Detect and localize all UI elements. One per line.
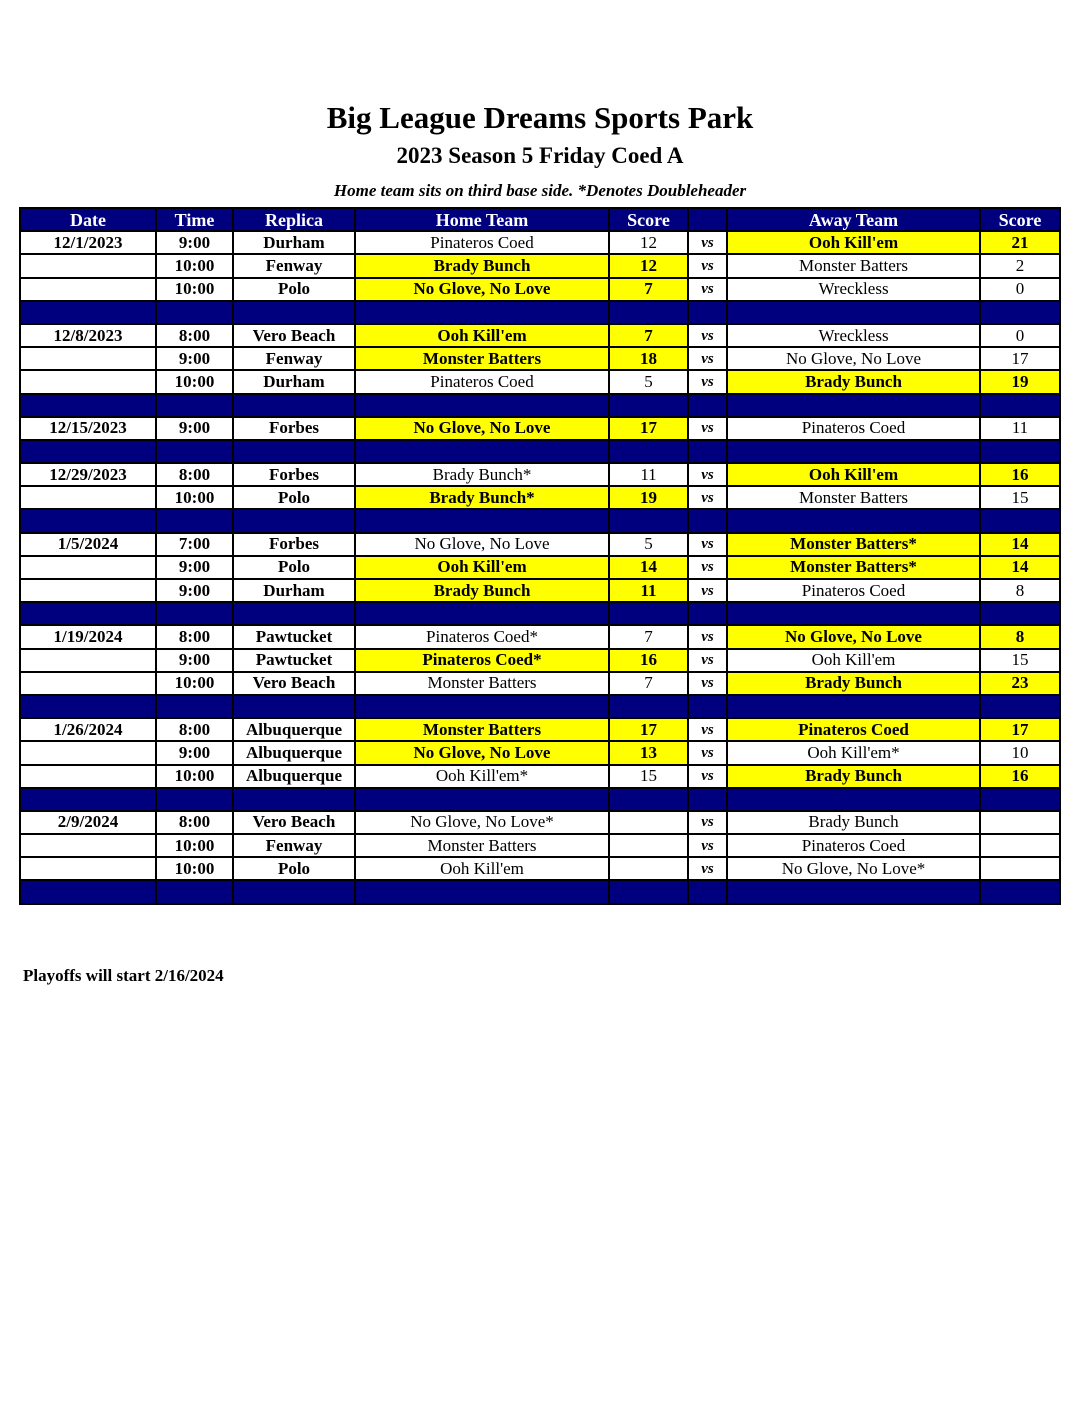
away-team-cell: Ooh Kill'em [727, 231, 980, 254]
col-time: Time [156, 208, 233, 231]
separator-row [20, 394, 1060, 417]
separator-cell [233, 695, 355, 718]
away-team-cell: Monster Batters* [727, 556, 980, 579]
home-team-cell: Pinateros Coed* [355, 625, 609, 648]
away-team-cell: Pinateros Coed [727, 417, 980, 440]
time-cell: 9:00 [156, 347, 233, 370]
home-score-cell: 15 [609, 765, 688, 788]
replica-cell: Polo [233, 486, 355, 509]
away-team-cell: Pinateros Coed [727, 718, 980, 741]
date-cell [20, 347, 156, 370]
game-row [20, 649, 1060, 672]
time-cell: 10:00 [156, 254, 233, 277]
vs-cell: vs [688, 556, 727, 579]
away-team-cell: No Glove, No Love* [727, 857, 980, 880]
away-team-cell: Monster Batters* [727, 533, 980, 556]
away-team-cell: Brady Bunch [727, 765, 980, 788]
away-score-cell [980, 834, 1060, 857]
date-cell [20, 649, 156, 672]
separator-cell [355, 788, 609, 811]
away-team-cell: Wreckless [727, 278, 980, 301]
time-cell: 9:00 [156, 649, 233, 672]
page-subtitle: 2023 Season 5 Friday Coed A [396, 143, 684, 168]
separator-row [20, 880, 1060, 903]
separator-cell [688, 602, 727, 625]
schedule-table [19, 207, 1061, 905]
col-away-score: Score [980, 208, 1060, 231]
separator-cell [20, 602, 156, 625]
separator-cell [156, 509, 233, 532]
game-row [20, 556, 1060, 579]
vs-cell: vs [688, 649, 727, 672]
separator-cell [20, 394, 156, 417]
time-cell: 10:00 [156, 672, 233, 695]
separator-cell [727, 509, 980, 532]
away-score-cell: 16 [980, 765, 1060, 788]
time-cell: 10:00 [156, 278, 233, 301]
away-score-cell: 21 [980, 231, 1060, 254]
away-score-cell: 0 [980, 278, 1060, 301]
vs-cell: vs [688, 672, 727, 695]
vs-cell: vs [688, 486, 727, 509]
home-score-cell: 12 [609, 254, 688, 277]
game-row [20, 625, 1060, 648]
away-score-cell: 17 [980, 718, 1060, 741]
separator-row [20, 695, 1060, 718]
time-cell: 10:00 [156, 834, 233, 857]
separator-cell [355, 440, 609, 463]
away-score-cell: 2 [980, 254, 1060, 277]
vs-cell: vs [688, 347, 727, 370]
home-score-cell: 7 [609, 625, 688, 648]
col-home-team: Home Team [355, 208, 609, 231]
vs-cell: vs [688, 533, 727, 556]
separator-row [20, 509, 1060, 532]
time-cell: 10:00 [156, 857, 233, 880]
separator-cell [609, 440, 688, 463]
home-team-cell: No Glove, No Love [355, 278, 609, 301]
vs-cell: vs [688, 625, 727, 648]
separator-cell [355, 509, 609, 532]
home-score-cell [609, 857, 688, 880]
replica-cell: Forbes [233, 533, 355, 556]
separator-cell [727, 695, 980, 718]
date-cell: 1/5/2024 [20, 533, 156, 556]
time-cell: 8:00 [156, 625, 233, 648]
date-cell: 1/26/2024 [20, 718, 156, 741]
vs-cell: vs [688, 811, 727, 834]
vs-cell: vs [688, 278, 727, 301]
away-score-cell: 15 [980, 486, 1060, 509]
replica-cell: Durham [233, 579, 355, 602]
away-team-cell: Wreckless [727, 324, 980, 347]
separator-cell [20, 440, 156, 463]
time-cell: 10:00 [156, 765, 233, 788]
home-score-cell: 7 [609, 324, 688, 347]
date-cell [20, 672, 156, 695]
schedule-note: Home team sits on third base side. *Denotes Doubleheader [333, 181, 747, 200]
page-title: Big League Dreams Sports Park [326, 100, 754, 135]
replica-cell: Fenway [233, 254, 355, 277]
separator-cell [980, 695, 1060, 718]
home-score-cell [609, 811, 688, 834]
separator-cell [609, 301, 688, 324]
game-row [20, 672, 1060, 695]
home-team-cell: Pinateros Coed* [355, 649, 609, 672]
vs-cell: vs [688, 765, 727, 788]
separator-cell [156, 394, 233, 417]
replica-cell: Fenway [233, 834, 355, 857]
separator-cell [156, 880, 233, 903]
home-score-cell: 11 [609, 579, 688, 602]
date-cell [20, 254, 156, 277]
date-cell [20, 370, 156, 393]
replica-cell: Vero Beach [233, 811, 355, 834]
col-home-score: Score [609, 208, 688, 231]
away-team-cell: Ooh Kill'em [727, 463, 980, 486]
home-score-cell: 13 [609, 741, 688, 764]
game-row [20, 857, 1060, 880]
game-row [20, 579, 1060, 602]
separator-cell [20, 695, 156, 718]
game-row [20, 741, 1060, 764]
vs-cell: vs [688, 579, 727, 602]
home-score-cell: 14 [609, 556, 688, 579]
home-team-cell: No Glove, No Love* [355, 811, 609, 834]
date-cell [20, 556, 156, 579]
date-cell: 12/15/2023 [20, 417, 156, 440]
home-team-cell: Ooh Kill'em [355, 556, 609, 579]
replica-cell: Durham [233, 370, 355, 393]
game-row [20, 533, 1060, 556]
home-team-cell: Monster Batters [355, 347, 609, 370]
away-team-cell: No Glove, No Love [727, 625, 980, 648]
date-cell: 12/29/2023 [20, 463, 156, 486]
away-team-cell: Brady Bunch [727, 811, 980, 834]
col-replica: Replica [233, 208, 355, 231]
separator-cell [727, 440, 980, 463]
date-cell [20, 834, 156, 857]
away-score-cell: 11 [980, 417, 1060, 440]
away-score-cell: 16 [980, 463, 1060, 486]
separator-cell [609, 509, 688, 532]
separator-cell [355, 301, 609, 324]
date-cell [20, 857, 156, 880]
replica-cell: Pawtucket [233, 649, 355, 672]
home-score-cell: 18 [609, 347, 688, 370]
separator-cell [688, 695, 727, 718]
time-cell: 10:00 [156, 486, 233, 509]
date-cell [20, 765, 156, 788]
time-cell: 9:00 [156, 556, 233, 579]
home-team-cell: Ooh Kill'em [355, 857, 609, 880]
game-row [20, 278, 1060, 301]
home-score-cell: 5 [609, 533, 688, 556]
away-score-cell: 19 [980, 370, 1060, 393]
away-team-cell: Monster Batters [727, 486, 980, 509]
separator-cell [688, 880, 727, 903]
away-team-cell: Ooh Kill'em* [727, 741, 980, 764]
away-team-cell: Ooh Kill'em [727, 649, 980, 672]
separator-cell [688, 440, 727, 463]
separator-row [20, 788, 1060, 811]
away-score-cell: 0 [980, 324, 1060, 347]
separator-cell [688, 301, 727, 324]
vs-cell: vs [688, 324, 727, 347]
away-team-cell: Pinateros Coed [727, 834, 980, 857]
vs-cell: vs [688, 834, 727, 857]
away-score-cell: 14 [980, 533, 1060, 556]
separator-cell [980, 301, 1060, 324]
away-score-cell: 14 [980, 556, 1060, 579]
separator-row [20, 301, 1060, 324]
separator-cell [980, 394, 1060, 417]
replica-cell: Forbes [233, 463, 355, 486]
vs-cell: vs [688, 857, 727, 880]
separator-cell [727, 301, 980, 324]
separator-cell [980, 602, 1060, 625]
replica-cell: Polo [233, 857, 355, 880]
time-cell: 10:00 [156, 370, 233, 393]
time-cell: 7:00 [156, 533, 233, 556]
away-team-cell: Brady Bunch [727, 672, 980, 695]
table-header-row [20, 208, 1060, 231]
game-row [20, 834, 1060, 857]
replica-cell: Albuquerque [233, 718, 355, 741]
separator-cell [233, 509, 355, 532]
away-score-cell [980, 811, 1060, 834]
home-score-cell: 12 [609, 231, 688, 254]
away-score-cell: 15 [980, 649, 1060, 672]
home-score-cell: 7 [609, 278, 688, 301]
date-cell [20, 278, 156, 301]
time-cell: 9:00 [156, 579, 233, 602]
separator-cell [156, 440, 233, 463]
time-cell: 9:00 [156, 231, 233, 254]
separator-cell [156, 301, 233, 324]
separator-row [20, 602, 1060, 625]
separator-cell [156, 602, 233, 625]
game-row [20, 254, 1060, 277]
separator-cell [355, 695, 609, 718]
home-team-cell: Monster Batters [355, 672, 609, 695]
separator-cell [233, 602, 355, 625]
game-row [20, 324, 1060, 347]
separator-cell [233, 301, 355, 324]
separator-cell [688, 788, 727, 811]
replica-cell: Pawtucket [233, 625, 355, 648]
away-team-cell: Pinateros Coed [727, 579, 980, 602]
separator-cell [727, 394, 980, 417]
home-team-cell: Brady Bunch [355, 579, 609, 602]
separator-cell [355, 602, 609, 625]
away-score-cell: 8 [980, 579, 1060, 602]
separator-cell [20, 880, 156, 903]
date-cell: 12/8/2023 [20, 324, 156, 347]
time-cell: 8:00 [156, 463, 233, 486]
replica-cell: Forbes [233, 417, 355, 440]
separator-cell [688, 394, 727, 417]
home-team-cell: Monster Batters [355, 718, 609, 741]
separator-cell [727, 880, 980, 903]
replica-cell: Albuquerque [233, 741, 355, 764]
home-team-cell: Monster Batters [355, 834, 609, 857]
home-score-cell: 11 [609, 463, 688, 486]
home-team-cell: Ooh Kill'em* [355, 765, 609, 788]
vs-cell: vs [688, 417, 727, 440]
home-team-cell: Pinateros Coed [355, 370, 609, 393]
playoffs-note: Playoffs will start 2/16/2024 [23, 966, 224, 985]
away-score-cell: 23 [980, 672, 1060, 695]
home-score-cell: 7 [609, 672, 688, 695]
date-cell: 1/19/2024 [20, 625, 156, 648]
home-team-cell: Brady Bunch* [355, 486, 609, 509]
away-score-cell: 8 [980, 625, 1060, 648]
separator-cell [156, 788, 233, 811]
home-score-cell [609, 834, 688, 857]
home-team-cell: No Glove, No Love [355, 533, 609, 556]
vs-cell: vs [688, 741, 727, 764]
col-away-team: Away Team [727, 208, 980, 231]
home-score-cell: 17 [609, 718, 688, 741]
game-row [20, 811, 1060, 834]
separator-cell [980, 509, 1060, 532]
replica-cell: Vero Beach [233, 324, 355, 347]
date-cell: 12/1/2023 [20, 231, 156, 254]
away-team-cell: Monster Batters [727, 254, 980, 277]
separator-cell [727, 788, 980, 811]
home-team-cell: Ooh Kill'em [355, 324, 609, 347]
col-vs [688, 208, 727, 231]
time-cell: 8:00 [156, 718, 233, 741]
away-team-cell: Brady Bunch [727, 370, 980, 393]
separator-cell [355, 394, 609, 417]
separator-cell [609, 880, 688, 903]
separator-cell [20, 301, 156, 324]
separator-row [20, 440, 1060, 463]
separator-cell [233, 440, 355, 463]
date-cell [20, 741, 156, 764]
game-row [20, 463, 1060, 486]
home-score-cell: 17 [609, 417, 688, 440]
vs-cell: vs [688, 231, 727, 254]
col-date: Date [20, 208, 156, 231]
time-cell: 9:00 [156, 741, 233, 764]
separator-cell [609, 394, 688, 417]
away-team-cell: No Glove, No Love [727, 347, 980, 370]
date-cell [20, 579, 156, 602]
separator-cell [727, 602, 980, 625]
home-team-cell: No Glove, No Love [355, 417, 609, 440]
game-row [20, 765, 1060, 788]
date-cell: 2/9/2024 [20, 811, 156, 834]
separator-cell [980, 788, 1060, 811]
date-cell [20, 486, 156, 509]
vs-cell: vs [688, 718, 727, 741]
separator-cell [980, 440, 1060, 463]
replica-cell: Durham [233, 231, 355, 254]
home-score-cell: 5 [609, 370, 688, 393]
home-team-cell: No Glove, No Love [355, 741, 609, 764]
separator-cell [980, 880, 1060, 903]
home-score-cell: 16 [609, 649, 688, 672]
separator-cell [609, 788, 688, 811]
replica-cell: Fenway [233, 347, 355, 370]
separator-cell [20, 509, 156, 532]
replica-cell: Vero Beach [233, 672, 355, 695]
time-cell: 9:00 [156, 417, 233, 440]
separator-cell [609, 695, 688, 718]
away-score-cell: 17 [980, 347, 1060, 370]
separator-cell [156, 695, 233, 718]
separator-cell [609, 602, 688, 625]
game-row [20, 231, 1060, 254]
game-row [20, 486, 1060, 509]
separator-cell [233, 880, 355, 903]
time-cell: 8:00 [156, 811, 233, 834]
separator-cell [688, 509, 727, 532]
game-row [20, 347, 1060, 370]
time-cell: 8:00 [156, 324, 233, 347]
replica-cell: Polo [233, 556, 355, 579]
vs-cell: vs [688, 254, 727, 277]
home-team-cell: Brady Bunch [355, 254, 609, 277]
vs-cell: vs [688, 463, 727, 486]
replica-cell: Polo [233, 278, 355, 301]
home-score-cell: 19 [609, 486, 688, 509]
game-row [20, 417, 1060, 440]
separator-cell [20, 788, 156, 811]
vs-cell: vs [688, 370, 727, 393]
home-team-cell: Pinateros Coed [355, 231, 609, 254]
away-score-cell: 10 [980, 741, 1060, 764]
separator-cell [233, 788, 355, 811]
game-row [20, 718, 1060, 741]
separator-cell [233, 394, 355, 417]
away-score-cell [980, 857, 1060, 880]
game-row [20, 370, 1060, 393]
home-team-cell: Brady Bunch* [355, 463, 609, 486]
separator-cell [355, 880, 609, 903]
replica-cell: Albuquerque [233, 765, 355, 788]
